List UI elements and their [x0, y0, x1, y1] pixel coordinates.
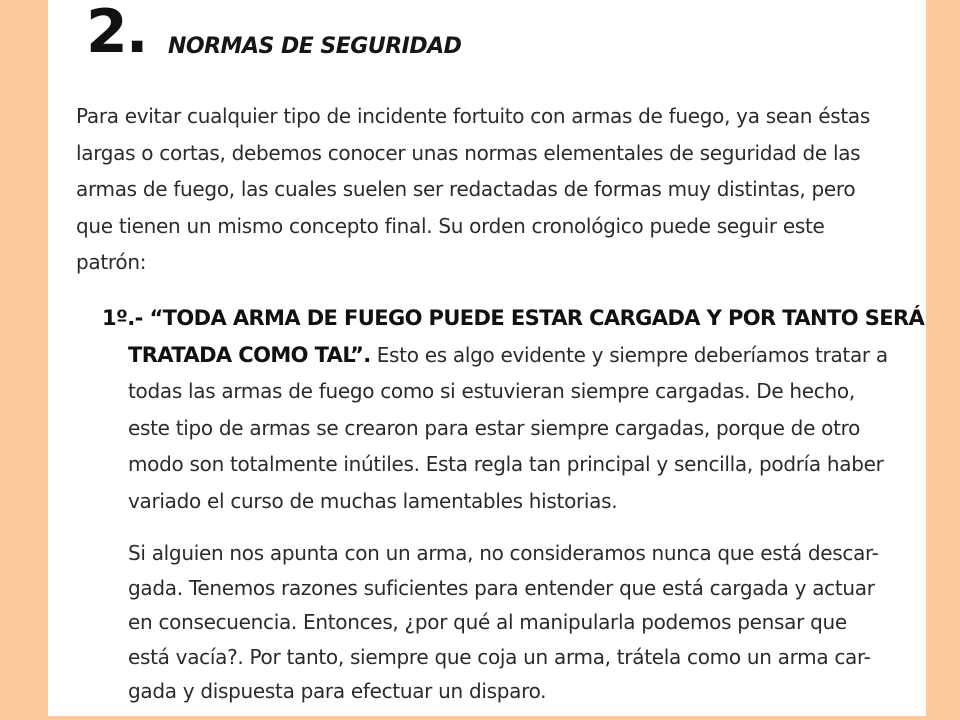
rule-1-line: modo son totalmente inútiles. Esta regla tan principal y sencilla, podría haber [128, 452, 884, 476]
rule-1 [102, 300, 925, 519]
section-title: NORMAS DE SEGURIDAD [168, 34, 462, 59]
rule-1-text: Esto es algo evidente y siempre deberíamos tratar a [370, 342, 888, 367]
document-page [48, 0, 926, 716]
rule-1-heading-line: 1º.- “TODA ARMA DE FUEGO PUEDE ESTAR CARGADA Y POR TANTO SERÁ [102, 306, 925, 330]
section-number: 2. [86, 0, 147, 67]
para-2-line: gada y dispuesta para efectuar un disparo. [128, 679, 547, 703]
rule-1-line: variado el curso de muchas lamentables historias. [128, 488, 618, 513]
intro-line: que tienen un mismo concepto final. Su orden cronológico puede seguir este [76, 213, 825, 238]
rule-1-line: todas las armas de fuego como si estuvieran siempre cargadas. De hecho, [128, 379, 855, 403]
para-2-line: Si alguien nos apunta con un arma, no consideramos nunca que está descar- [128, 541, 879, 565]
second-paragraph [128, 536, 918, 709]
intro-line: armas de fuego, las cuales suelen ser redactadas de formas muy distintas, pero [76, 177, 856, 201]
rule-1-heading-end: TRATADA COMO TAL”. [128, 342, 371, 367]
para-2-line: gada. Tenemos razones suficientes para entender que está cargada y actuar [128, 575, 875, 600]
para-2-line: está vacía?. Por tanto, siempre que coja un arma, trátela como un arma car- [128, 644, 871, 669]
intro-paragraph [76, 98, 908, 281]
intro-line: Para evitar cualquier tipo de incidente fortuito con armas de fuego, ya sean éstas [76, 104, 870, 128]
rule-1-line [102, 337, 914, 374]
rule-1-line: este tipo de armas se crearon para estar siempre cargadas, porque de otro [128, 415, 861, 440]
intro-line: patrón: [76, 250, 147, 274]
intro-line: largas o cortas, debemos conocer unas normas elementales de seguridad de las [76, 140, 861, 165]
para-2-line: en consecuencia. Entonces, ¿por qué al manipularla podemos pensar que [128, 610, 847, 634]
